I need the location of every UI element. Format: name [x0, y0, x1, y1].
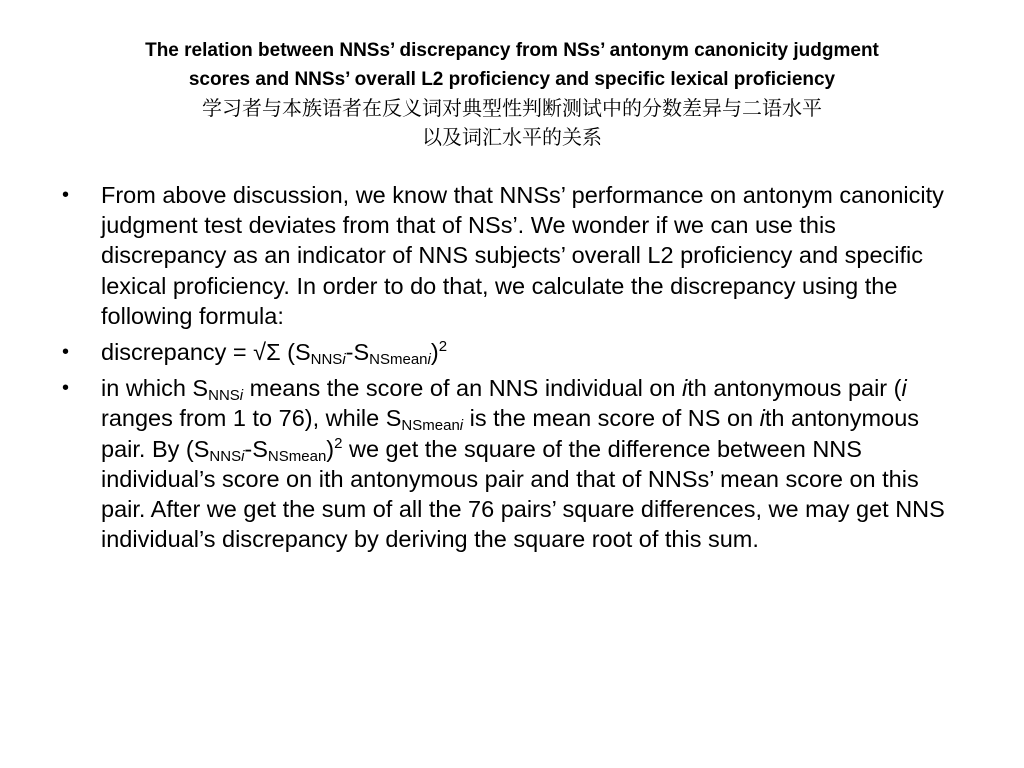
subscript: NSmean: [267, 447, 327, 465]
text-run: means the score of an NNS individual on: [243, 375, 683, 402]
subscript-italic: i: [342, 351, 346, 369]
formula: [101, 338, 448, 369]
text-run: in which S: [101, 375, 209, 402]
subscript: [208, 387, 243, 404]
title-line-1: The relation between NNSs’ discrepancy from NSs’ antonym canonicity judgment: [145, 40, 879, 61]
italic-run: i: [682, 375, 688, 402]
text-run: ranges from 1 to 76), while S: [101, 405, 402, 432]
subscript: [369, 351, 431, 368]
bullet-item-formula: [62, 337, 967, 367]
bullet-marker: •: [62, 184, 70, 206]
subscript: [311, 351, 346, 368]
subscript-text: NSmean: [369, 351, 428, 369]
subscript-italic: i: [459, 417, 464, 435]
slide-title: [60, 36, 964, 152]
subscript: [209, 448, 244, 465]
bullet-item-discussion: [62, 180, 967, 331]
text-run: th antonymous pair (: [687, 375, 902, 402]
text-run: is the mean score of NS on: [463, 405, 760, 432]
subscript-italic: i: [427, 351, 431, 369]
bullet-list: [62, 180, 967, 560]
subscript-text: NNS: [310, 351, 343, 369]
subscript-italic: i: [239, 387, 244, 405]
formula-text: -S: [345, 339, 370, 366]
text-run: ): [326, 435, 335, 462]
formula-text: ): [430, 339, 439, 366]
bullet-marker: •: [62, 377, 70, 400]
title-line-3-chinese: 学习者与本族语者在反义词对典型性判断测试中的分数差异与二语水平: [202, 96, 822, 120]
subscript-text: NNS: [209, 447, 242, 465]
text-run: we get the square of the difference between NNS individual’s score on ith antonymous pair and that of NNSs’ mean score on this pair. After we get the sum of all the 76 pairs’ square differences, we may get NNS individual’s discrepancy by deriving the square root of this sum.: [101, 435, 945, 553]
superscript: 2: [438, 338, 448, 356]
explanation: [101, 375, 945, 552]
subscript-text: NSmean: [401, 417, 460, 435]
subscript-italic: i: [241, 447, 245, 465]
title-line-2: scores and NNSs’ overall L2 proficiency and specific lexical proficiency: [188, 69, 836, 90]
bullet-item-explanation: [62, 373, 967, 554]
subscript: [401, 417, 463, 434]
italic-run: i: [901, 375, 907, 402]
title-line-4-chinese: 以及词汇水平的关系: [422, 125, 602, 149]
superscript: 2: [334, 434, 343, 452]
italic-run: i: [759, 405, 765, 432]
text-run: th antonymous pair. By (S: [101, 405, 920, 462]
bullet-text: From above discussion, we know that NNSs’ performance on antonym canonicity judgment test deviates from that of NSs’. We wonder if we can use this discrepancy as an indicator of NNS subjects’ overall L2 proficiency and specific lexical proficiency. In order to do that, we calculate the discrepancy using the following formula:: [101, 182, 944, 329]
bullet-marker: •: [62, 341, 70, 364]
subscript-text: NNS: [208, 387, 240, 405]
formula-text: discrepancy = √Σ (S: [101, 339, 311, 366]
text-run: -S: [244, 435, 268, 462]
